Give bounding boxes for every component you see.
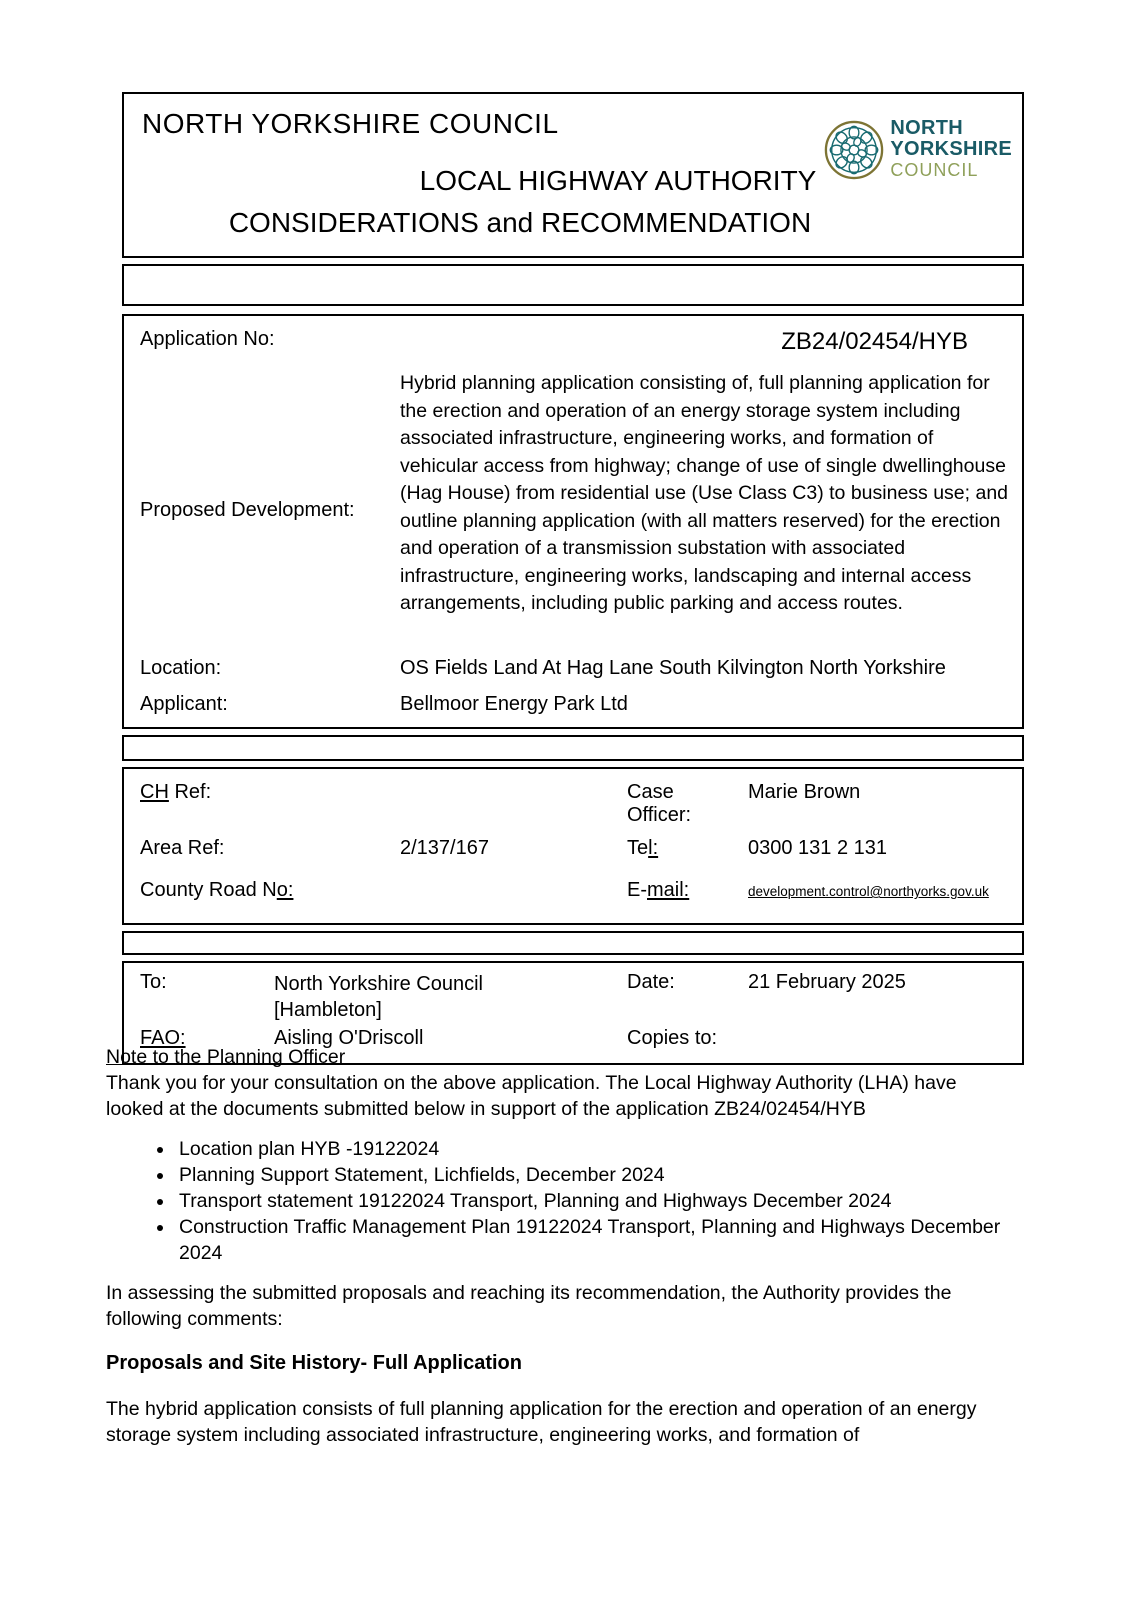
to-row — [124, 971, 1022, 1027]
county-road-label: County Road No: — [140, 879, 294, 901]
area-ref-label: Area Ref: — [140, 837, 225, 859]
document-frame — [122, 92, 1024, 1065]
history-paragraph: The hybrid application consists of full planning application for the erection and operation of an energy storage system including associated infrastructure, engineering works, and formation of — [106, 1398, 977, 1446]
document-list-item: • Location plan HYB -19122024 — [175, 1136, 1014, 1162]
location-value: OS Fields Land At Hag Lane South Kilvington North Yorkshire — [400, 657, 946, 679]
email-link[interactable]: development.control@northyorks.gov.uk — [748, 884, 989, 899]
logo-word-yorkshire: YORKSHIRE — [890, 138, 1012, 160]
spacer-row-1 — [122, 264, 1024, 306]
spacer-row-2 — [122, 735, 1024, 761]
applicant-value: Bellmoor Energy Park Ltd — [400, 693, 628, 715]
applicant-row — [124, 689, 1022, 727]
spacer-row-3 — [122, 931, 1024, 955]
proposed-development-row — [124, 364, 1022, 651]
proposed-development-label: Proposed Development: — [140, 499, 355, 521]
section-heading: Proposals and Site History- Full Application — [106, 1352, 522, 1374]
document-list-item: • Planning Support Statement, Lichfields, December 2024 — [175, 1162, 1014, 1188]
application-no-row — [124, 316, 1022, 364]
application-no-label: Application No: — [140, 328, 275, 350]
letter-body — [106, 1044, 1014, 1448]
document-list-item: • Construction Traffic Management Plan 19122024 Transport, Planning and Highways December 2024 — [175, 1214, 1014, 1266]
date-value: 21 February 2025 — [748, 971, 906, 993]
applicant-label: Applicant: — [140, 693, 228, 715]
application-no-value: ZB24/02454/HYB — [781, 328, 968, 355]
tel-label: Tel: — [627, 837, 659, 859]
logo-word-north: NORTH — [890, 117, 963, 139]
council-header — [122, 92, 1024, 258]
area-ref-value: 2/137/167 — [400, 837, 489, 859]
note-heading: Note to the Planning Officer — [106, 1046, 346, 1068]
location-row — [124, 651, 1022, 689]
location-label: Location: — [140, 657, 222, 679]
email-label: E-mail: — [627, 879, 690, 901]
logo-word-council: COUNCIL — [890, 160, 979, 180]
fao-label: FAO: — [140, 1027, 186, 1049]
county-road-row — [124, 879, 1022, 913]
document-list-item: • Transport statement 19122024 Transport, Planning and Highways December 2024 — [175, 1188, 1014, 1214]
date-label: Date: — [627, 971, 675, 993]
case-officer-value: Marie Brown — [748, 781, 861, 803]
to-label: To: — [140, 971, 167, 993]
council-name: NORTH YORKSHIRE COUNCIL — [142, 108, 559, 139]
title-line-2: CONSIDERATIONS and RECOMMENDATION — [228, 207, 812, 238]
case-officer-label: Case Officer: — [627, 781, 692, 826]
intro-paragraph: Thank you for your consultation on the above application. The Local Highway Authority (LHA) have looked at the documents submitted below in support of the application ZB24/02454/HYB — [106, 1072, 957, 1120]
refs-table — [122, 767, 1024, 925]
ch-ref-row — [124, 781, 1022, 837]
title-line-1: LOCAL HIGHWAY AUTHORITY — [419, 165, 817, 196]
fao-value: Aisling O'Driscoll — [274, 1027, 424, 1049]
ch-ref-label: CH Ref: — [140, 781, 212, 803]
area-ref-row — [124, 837, 1022, 879]
tel-value: 0300 131 2 131 — [748, 837, 888, 859]
to-value: North Yorkshire Council [Hambleton] — [274, 973, 483, 1021]
application-table — [122, 314, 1024, 729]
assessment-paragraph: In assessing the submitted proposals and reaching its recommendation, the Authority provides the following comments: — [106, 1282, 952, 1330]
proposed-development-value: Hybrid planning application consisting of, full planning application for the erection and operation of an energy storage system including associated infrastructure, engineering works, and formation of vehicular access from highway; change of use of single dwellinghouse (Hag House) from residential use (Use Class C3) to business use; and outline planning application (with all matters reserved) for the erection and operation of a transmission substation with associated infrastructure, engineering works, landscaping and internal access arrangements, including public parking and access routes. — [400, 372, 1009, 614]
copies-to-label: Copies to: — [627, 1027, 718, 1049]
documents-list — [106, 1136, 1014, 1266]
header-title — [142, 160, 1004, 244]
